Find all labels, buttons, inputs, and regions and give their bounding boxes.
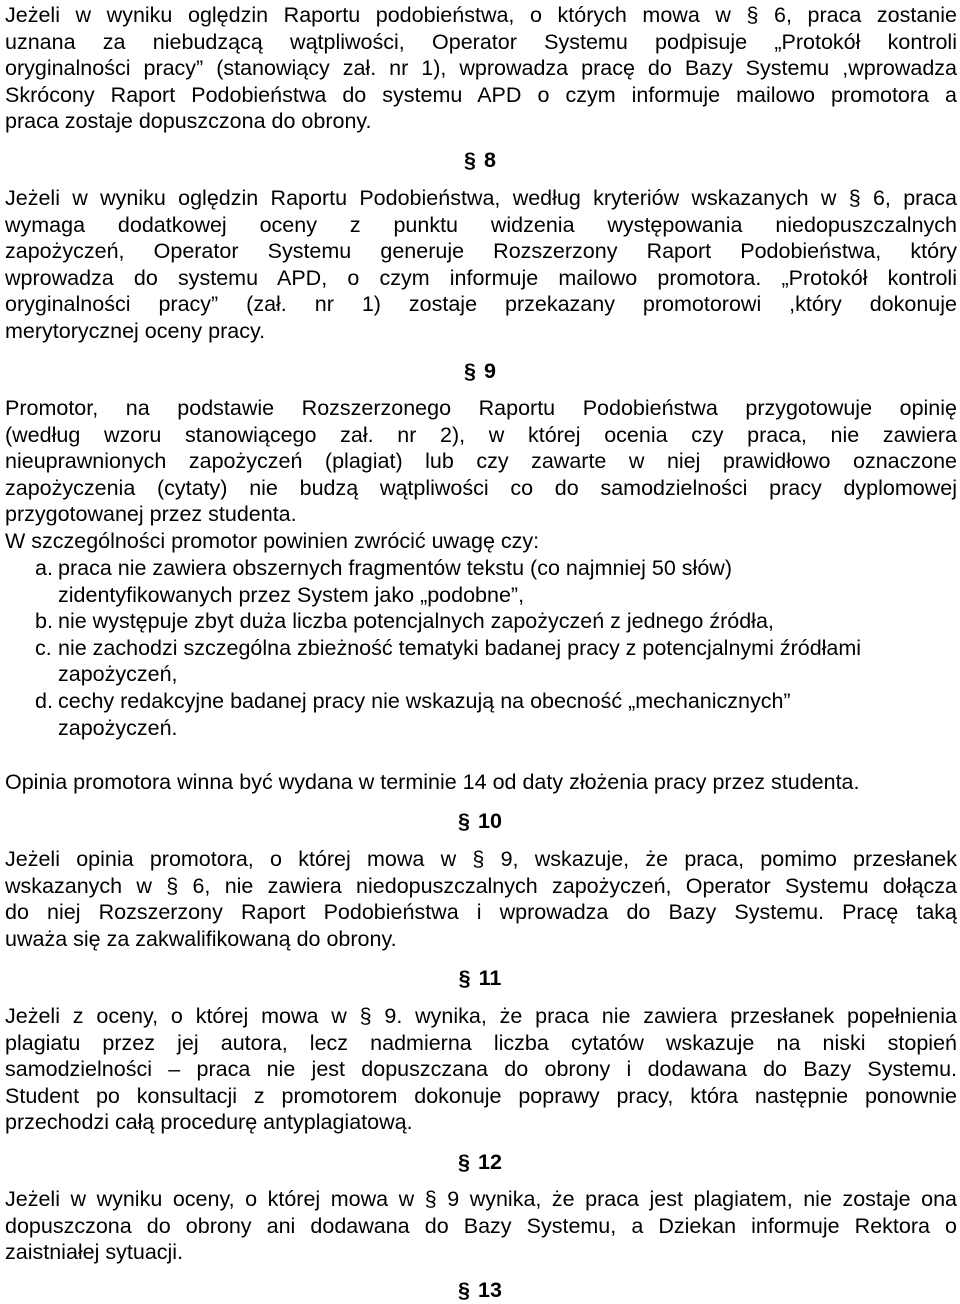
paragraph-line: plagiatu przez jej autora, lecz nadmierna liczba cytatów wskazuje na niski stopień bbox=[5, 1030, 957, 1055]
paragraph-line: przygotowanej przez studenta. bbox=[5, 502, 297, 527]
paragraph-line: oryginalności pracy” (zał. nr 1) zostaje przekazany promotorowi ,który dokonuje bbox=[5, 292, 957, 317]
list-item-line: zidentyfikowanych przez System jako „podobne”, bbox=[58, 582, 525, 607]
paragraph-section-10 bbox=[5, 846, 957, 952]
paragraph-line: zaistniałej sytuacji. bbox=[5, 1240, 184, 1265]
list-marker: b. bbox=[35, 609, 53, 634]
section-heading-10 bbox=[0, 807, 960, 835]
paragraph-line: Promotor, na podstawie Rozszerzonego Raportu Podobieństwa przygotowuje opinię bbox=[5, 396, 957, 420]
section-symbol: § bbox=[458, 1278, 471, 1302]
section-heading-8 bbox=[0, 146, 960, 174]
section-heading-12 bbox=[0, 1148, 960, 1176]
list-item bbox=[5, 555, 957, 608]
section-number: 12 bbox=[478, 1150, 502, 1174]
section-number: 9 bbox=[484, 359, 496, 383]
paragraph-line: samodzielności – praca nie jest dopuszczana do obrony i dodawana do Bazy Systemu. bbox=[5, 1057, 957, 1082]
list-item bbox=[5, 608, 957, 635]
paragraph-line: Skrócony Raport Podobieństwa do systemu APD o czym informuje mailowo promotora a bbox=[5, 82, 957, 107]
list-item bbox=[5, 688, 957, 741]
paragraph-line: przechodzi całą procedurę antyplagiatową. bbox=[5, 1110, 413, 1135]
paragraph-line: merytorycznej oceny pracy. bbox=[5, 318, 266, 343]
paragraph-line: do niej Rozszerzony Raport Podobieństwa i wprowadza do Bazy Systemu. Pracę taką bbox=[5, 900, 957, 925]
section-symbol: § bbox=[458, 966, 471, 990]
section-number: 11 bbox=[478, 966, 502, 990]
paragraph-line: Jeżeli z oceny, o której mowa w § 9. wynika, że praca nie zawiera przesłanek popełnienia bbox=[5, 1004, 957, 1028]
section-heading-11 bbox=[0, 964, 960, 992]
paragraph-line: Jeżeli w wyniku oględzin Raportu Podobieństwa, według kryteriów wskazanych w § 6, praca bbox=[5, 186, 957, 210]
section-symbol: § bbox=[464, 148, 476, 172]
section-number: 13 bbox=[478, 1278, 502, 1302]
list-marker: a. bbox=[35, 556, 53, 580]
paragraph-section-11 bbox=[5, 1003, 957, 1136]
section-symbol: § bbox=[458, 809, 471, 833]
list-item-line: zapożyczeń, bbox=[58, 662, 178, 687]
section-number: 10 bbox=[478, 809, 502, 833]
paragraph-line: praca zostaje dopuszczona do obrony. bbox=[5, 109, 372, 134]
list-item-line: cechy redakcyjne badanej pracy nie wskazują na obecność „mechanicznych” bbox=[58, 688, 791, 713]
paragraph-line: uznana za niebudzącą wątpliwości, Operator Systemu podpisuje „Protokół kontroli bbox=[5, 29, 957, 54]
paragraph-section-9 bbox=[5, 395, 957, 555]
paragraph-section-8 bbox=[5, 185, 957, 345]
paragraph-line: oryginalności pracy” (stanowiący zał. nr 1), wprowadza pracę do Bazy Systemu ,wprowadza bbox=[5, 56, 957, 81]
section-heading-9 bbox=[0, 357, 960, 385]
list-item-line: nie zachodzi szczególna zbieżność tematyki badanej pracy z potencjalnymi źródłami bbox=[58, 635, 862, 660]
paragraph-line: Jeżeli w wyniku oceny, o której mowa w § 9 wynika, że praca jest plagiatem, nie zostaje ona bbox=[5, 1187, 957, 1211]
paragraph-line: wskazanych w § 6, nie zawiera niedopuszczalnych zapożyczeń, Operator Systemu dołącza bbox=[5, 873, 957, 898]
paragraph-line: W szczególności promotor powinien zwrócić uwagę czy: bbox=[5, 528, 540, 553]
section-symbol: § bbox=[464, 359, 476, 383]
paragraph-line: dopuszczona do obrony ani dodawana do Bazy Systemu, a Dziekan informuje Rektora o bbox=[5, 1213, 957, 1238]
list-item-line: zapożyczeń. bbox=[58, 715, 178, 740]
paragraph-section-12 bbox=[5, 1186, 957, 1266]
paragraph-line: zapożyczenia (cytaty) nie budzą wątpliwości co do samodzielności pracy dyplomowej bbox=[5, 475, 957, 500]
paragraph-line: Jeżeli opinia promotora, o której mowa w § 9, wskazuje, że praca, pomimo przesłanek bbox=[5, 847, 957, 871]
paragraph-line: uważa się za zakwalifikowaną do obrony. bbox=[5, 926, 397, 951]
criteria-list bbox=[5, 555, 957, 741]
paragraph-intro bbox=[5, 2, 957, 135]
paragraph-line: (według wzoru stanowiącego zał. nr 2), w której ocenia czy praca, nie zawiera bbox=[5, 422, 957, 447]
paragraph-line: wymaga dodatkowej oceny z punktu widzenia występowania niedopuszczalnych bbox=[5, 212, 957, 237]
section-heading-13 bbox=[0, 1276, 960, 1304]
paragraph-line: Jeżeli w wyniku oględzin Raportu podobieństwa, o których mowa w § 6, praca zostanie bbox=[5, 3, 957, 27]
list-item-line: nie występuje zbyt duża liczba potencjalnych zapożyczeń z jednego źródła, bbox=[58, 609, 774, 634]
paragraph-line: Student po konsultacji z promotorem dokonuje poprawy pracy, która następnie ponownie bbox=[5, 1083, 957, 1108]
list-marker: c. bbox=[35, 635, 52, 660]
paragraph-opinion-deadline bbox=[5, 769, 957, 796]
section-number: 8 bbox=[484, 148, 496, 172]
section-symbol: § bbox=[458, 1150, 471, 1174]
paragraph-line: Opinia promotora winna być wydana w terminie 14 od daty złożenia pracy przez studenta. bbox=[5, 770, 860, 794]
list-item-line: praca nie zawiera obszernych fragmentów tekstu (co najmniej 50 słów) bbox=[58, 556, 732, 580]
list-item bbox=[5, 635, 957, 688]
paragraph-line: wprowadza do systemu APD, o czym informuje mailowo promotora. „Protokół kontroli bbox=[5, 265, 957, 290]
list-marker: d. bbox=[35, 688, 53, 713]
paragraph-line: nieuprawnionych zapożyczeń (plagiat) lub czy zawarte w niej prawidłowo oznaczone bbox=[5, 449, 957, 474]
paragraph-line: zapożyczeń, Operator Systemu generuje Rozszerzony Raport Podobieństwa, który bbox=[5, 239, 957, 264]
